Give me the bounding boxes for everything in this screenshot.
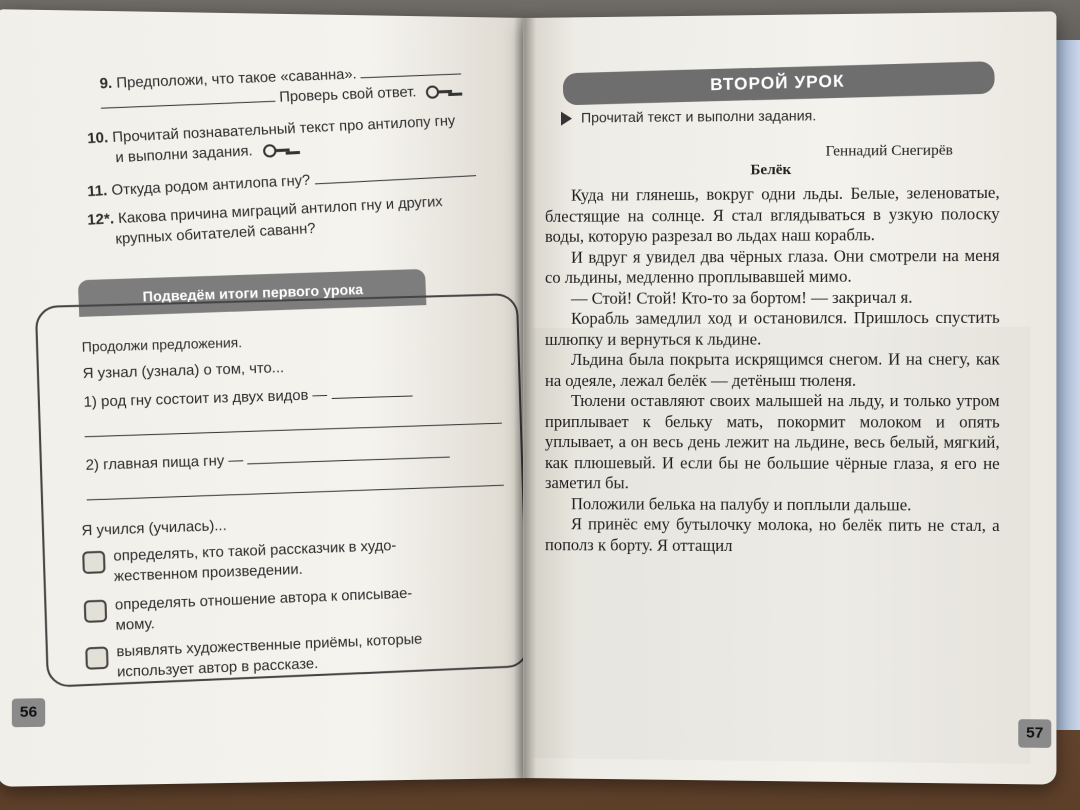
question-9-text: Предположи, что такое «саванна».	[115, 66, 358, 92]
summary-banner: Подведём итоги первого урока	[78, 269, 427, 317]
skill-3-text: выявлять художественные приёмы, которые	[116, 631, 423, 661]
page-number-right: 57	[1018, 719, 1051, 748]
answer-line[interactable]	[100, 89, 275, 109]
story-paragraph: Положили белька на палубу и поплыли дальше.	[571, 493, 912, 514]
question-10	[87, 111, 457, 170]
summary-studied: Я учился (училась)...	[81, 517, 227, 540]
skill-3-text-2: использует автор в рассказе.	[116, 655, 319, 681]
summary-item-2-text: 2) главная пища гну —	[85, 452, 244, 474]
summary-intro: Продолжи предложения.	[81, 334, 243, 355]
story-paragraph: — Стой! Стой! Кто-то за бортом! — закричал я.	[571, 287, 913, 308]
question-9-check: Проверь свой ответ.	[278, 84, 417, 106]
question-9	[99, 60, 463, 114]
answer-line-row	[86, 472, 504, 507]
story-paragraph: Я принёс ему бутылочку молока, но белёк пить не стал, а пополз к борту. Я оттащил	[544, 514, 1000, 555]
triangle-bullet-icon	[561, 112, 572, 126]
key-icon	[262, 143, 289, 158]
story-title: Белёк	[750, 161, 792, 179]
skill-1-text: определять, кто такой рассказчик в худо-	[113, 537, 397, 565]
question-12	[87, 192, 445, 251]
story-paragraph: И вдруг я увидел два чёрных глаза. Они смотрели на меня со льдины, медленно проплывавшей мимо.	[544, 245, 1000, 287]
story-text	[545, 183, 1000, 558]
question-11-text: Откуда родом антилопа гну?	[111, 172, 311, 199]
summary-item-1	[83, 382, 412, 412]
answer-line[interactable]	[360, 61, 461, 78]
story-paragraph: Куда ни глянешь, вокруг одни льды. Белые, зеленоватые, блестящие на солнце. Я стал вглядываться в узкую полоску воды, которую разрезал во льдах наш корабль.	[544, 182, 1000, 246]
question-10-text: Прочитай познавательный текст про антилопу гну	[111, 113, 456, 146]
summary-box	[35, 293, 530, 688]
skill-3	[116, 629, 423, 682]
story-paragraph: Корабль замедлил ход и остановился. Пришлось спустить шлюпку и вернуться к льдине.	[544, 307, 1000, 349]
summary-learned: Я узнал (узнала) о том, что...	[82, 360, 285, 383]
skill-1-text-2: жественном произведении.	[113, 561, 304, 586]
right-page	[523, 11, 1056, 784]
answer-line[interactable]	[86, 473, 504, 501]
answer-line-row	[84, 410, 502, 444]
author-name: Геннадий Снегирёв	[825, 142, 953, 160]
book-spread	[8, 18, 1054, 788]
question-9-number: 9.	[99, 75, 113, 93]
question-12-text-2: крупных обитателей саванн?	[114, 220, 316, 248]
left-page	[0, 9, 528, 787]
checkbox-skill-1[interactable]	[82, 551, 105, 574]
question-10-text-2: и выполни задания.	[114, 143, 254, 167]
skill-1	[113, 536, 397, 587]
answer-line[interactable]	[84, 411, 502, 438]
summary-item-2	[85, 443, 450, 476]
story-paragraph: Льдина была покрыта искрящимся снегом. И на снегу, как на одеяле, лежал белёк — детёныш тюленя.	[544, 349, 1000, 390]
question-10-number: 10.	[86, 129, 109, 148]
book-gutter	[514, 18, 536, 778]
question-11-number: 11.	[86, 182, 108, 201]
answer-line[interactable]	[331, 383, 412, 399]
question-12-number: 12*.	[86, 211, 115, 229]
skill-2	[115, 584, 414, 636]
page-number-left: 56	[12, 698, 45, 727]
lesson-banner: ВТОРОЙ УРОК	[563, 61, 995, 105]
checkbox-skill-3[interactable]	[85, 646, 108, 669]
answer-line[interactable]	[247, 444, 450, 464]
checkbox-skill-2[interactable]	[84, 600, 107, 623]
story-paragraph: Тюлени оставляют своих малышей на льду, и только утром приплывает к бельку мать, покормит молоком и опять уплывает, а он весь день лежит на льдине, весь белый, мягкий, как плюшевый. И если бы не большие чёрные глаза, я его не заметил бы.	[544, 390, 1000, 493]
key-icon	[426, 84, 453, 99]
skill-2-text: определять отношение автора к описывае-	[114, 585, 413, 614]
answer-line[interactable]	[314, 163, 476, 184]
question-12-text: Какова причина миграций антилоп гну и других	[117, 193, 444, 228]
summary-item-1-text: 1) род гну состоит из двух видов —	[83, 387, 328, 411]
skill-2-text-2: мому.	[115, 616, 156, 634]
instruction: Прочитай текст и выполни задания.	[581, 107, 817, 126]
